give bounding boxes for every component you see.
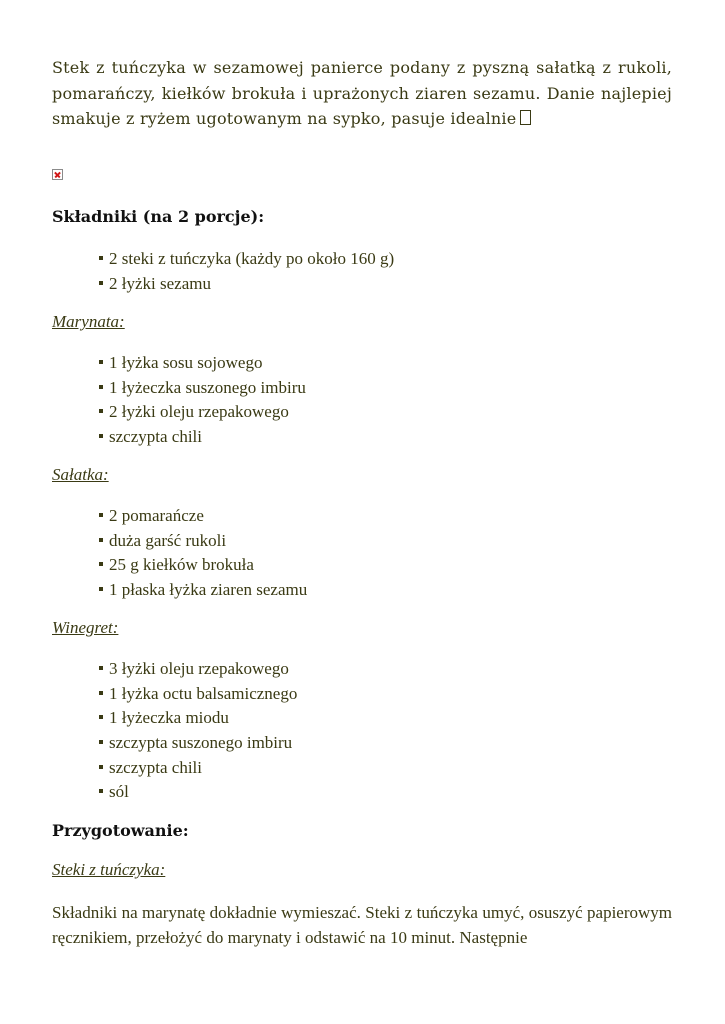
- bullet-icon: [99, 587, 103, 591]
- list-item: 2 steki z tuńczyka (każdy po około 160 g): [99, 247, 394, 272]
- bullet-icon: [99, 538, 103, 542]
- list-item: szczypta chili: [99, 425, 306, 450]
- bullet-icon: [99, 740, 103, 744]
- list-item: 3 łyżki oleju rzepakowego: [99, 657, 297, 682]
- ingredients-heading: Składniki (na 2 porcje):: [52, 207, 265, 226]
- preparation-heading: Przygotowanie:: [52, 821, 189, 840]
- main-ingredients-list: [99, 247, 394, 296]
- list-item: sól: [99, 780, 297, 805]
- list-item: 25 g kiełków brokuła: [99, 553, 307, 578]
- list-item: duża garść rukoli: [99, 529, 307, 554]
- list-item: szczypta suszonego imbiru: [99, 731, 297, 756]
- steaks-instructions: Składniki na marynatę dokładnie wymieszać. Steki z tuńczyka umyć, osuszyć papierowym ręcznikiem, przełożyć do marynaty i odstawić na 10 minut. Następnie: [52, 903, 672, 947]
- bullet-icon: [99, 385, 103, 389]
- marinade-list: [99, 351, 306, 450]
- bullet-icon: [99, 666, 103, 670]
- list-item: 1 łyżka octu balsamicznego: [99, 682, 297, 707]
- bullet-icon: [99, 715, 103, 719]
- bullet-icon: [99, 360, 103, 364]
- salad-list: [99, 504, 307, 603]
- bullet-icon: [99, 434, 103, 438]
- salad-title: Sałatka:: [52, 465, 109, 484]
- bullet-icon: [99, 789, 103, 793]
- steaks-title: Steki z tuńczyka:: [52, 860, 166, 879]
- list-item: szczypta chili: [99, 756, 297, 781]
- bullet-icon: [99, 513, 103, 517]
- list-item: 2 łyżki oleju rzepakowego: [99, 400, 306, 425]
- bullet-icon: [99, 409, 103, 413]
- bullet-icon: [99, 281, 103, 285]
- intro-paragraph: [52, 55, 672, 132]
- intro-text: Stek z tuńczyka w sezamowej panierce podany z pyszną sałatką z rukoli, pomarańczy, kiełków brokuła i uprażonych ziaren sezamu. Danie najlepiej smakuje z ryżem ugotowanym na sypko, pasuje idealnie: [52, 58, 672, 128]
- list-item: 2 łyżki sezamu: [99, 272, 394, 297]
- bullet-icon: [99, 691, 103, 695]
- list-item: 1 łyżeczka suszonego imbiru: [99, 376, 306, 401]
- marinade-title: Marynata:: [52, 312, 125, 331]
- list-item: 1 płaska łyżka ziaren sezamu: [99, 578, 307, 603]
- list-item: 1 łyżka sosu sojowego: [99, 351, 306, 376]
- missing-emoji-icon: [520, 110, 531, 125]
- vinaigrette-title: Winegret:: [52, 618, 119, 637]
- recipe-article: [52, 55, 672, 947]
- list-item: 1 łyżeczka miodu: [99, 706, 297, 731]
- list-item: 2 pomarańcze: [99, 504, 307, 529]
- bullet-icon: [99, 562, 103, 566]
- bullet-icon: [99, 765, 103, 769]
- broken-image-icon[interactable]: [52, 169, 63, 180]
- vinaigrette-list: [99, 657, 297, 805]
- bullet-icon: [99, 256, 103, 260]
